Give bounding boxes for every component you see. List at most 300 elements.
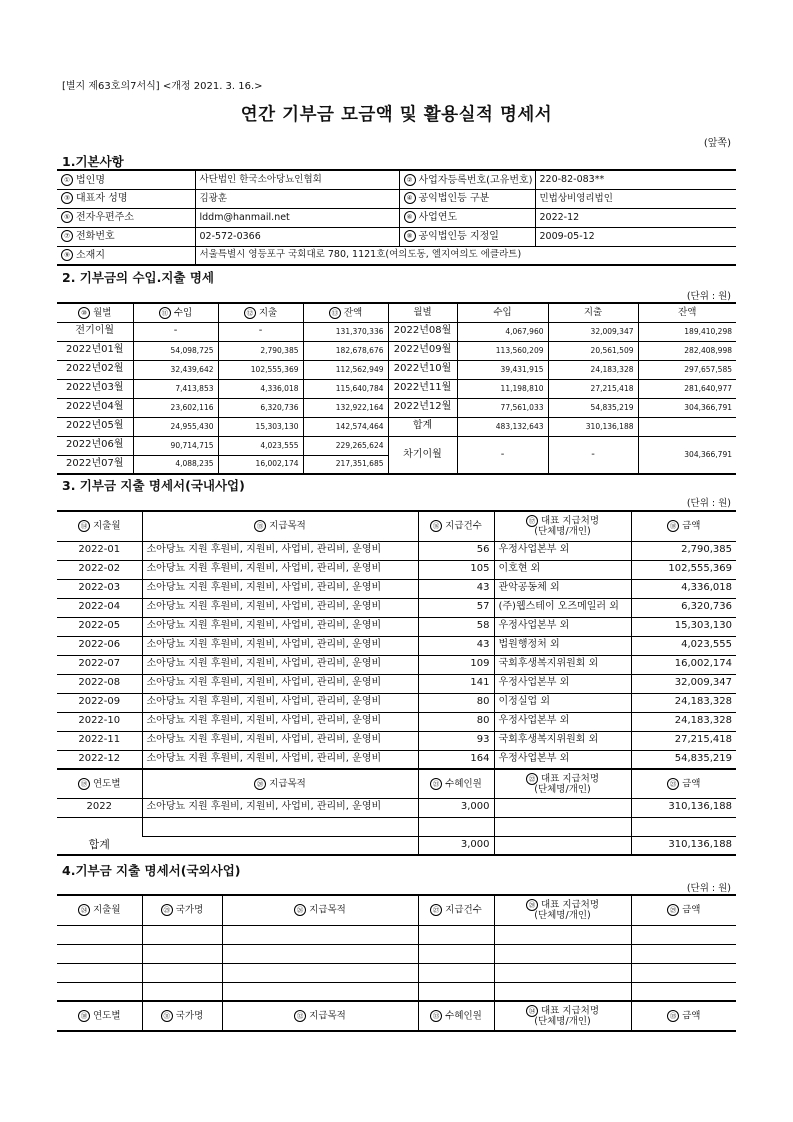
foreign-header-recipient-line2: (단체명/개인) xyxy=(534,910,591,922)
circle-number-marker: ㉑ xyxy=(430,778,442,790)
foreign-header-recipient xyxy=(494,895,631,925)
basic-label-right xyxy=(399,189,535,208)
foreign-header-recipient-2-line1: 대표 지급처명 xyxy=(540,1005,600,1017)
domestic-header-amount-label: 금액 xyxy=(682,520,701,532)
domestic-purpose: 소아당뇨 지원 후원비, 지원비, 사업비, 관리비, 운영비 xyxy=(142,750,418,769)
blank-cell xyxy=(494,963,631,982)
basic-info-row xyxy=(57,227,736,246)
income-month: 전기이월 xyxy=(57,322,133,341)
income-row xyxy=(57,341,736,360)
circle-number-marker: ① xyxy=(61,174,73,186)
blank-cell xyxy=(222,925,418,944)
domestic-recipient: 법원행정처 외 xyxy=(494,636,631,655)
foreign-header-recipient-2 xyxy=(494,1001,631,1031)
income-month: 2022년06월 xyxy=(57,436,133,455)
domestic-amount: 2,790,385 xyxy=(631,541,736,560)
circle-number-marker: ㉚ xyxy=(78,1010,90,1022)
blank-cell xyxy=(142,836,418,855)
income-header-expense xyxy=(218,303,303,322)
domestic-purpose: 소아당뇨 지원 후원비, 지원비, 사업비, 관리비, 운영비 xyxy=(142,655,418,674)
domestic-row xyxy=(57,598,736,617)
circle-number-marker: ⑱ xyxy=(667,520,679,532)
domestic-amount: 6,320,736 xyxy=(631,598,736,617)
domestic-month: 2022-10 xyxy=(57,712,142,731)
address-label-label: 소재지 xyxy=(76,250,105,261)
income-month: 2022년04월 xyxy=(57,398,133,417)
blank-cell xyxy=(631,944,736,963)
foreign-header-count xyxy=(418,895,494,925)
circle-number-marker: ④ xyxy=(404,192,416,204)
domestic-year-row xyxy=(57,798,736,817)
circle-number-marker: ㉞ xyxy=(526,1005,538,1017)
domestic-purpose: 소아당뇨 지원 후원비, 지원비, 사업비, 관리비, 운영비 xyxy=(142,598,418,617)
basic-address-row xyxy=(57,246,736,265)
domestic-row xyxy=(57,617,736,636)
income-expense: 102,555,369 xyxy=(218,360,303,379)
income-balance: 229,265,624 xyxy=(303,436,388,455)
blank-cell xyxy=(222,982,418,1001)
income-header-balance xyxy=(303,303,388,322)
domestic-count: 58 xyxy=(418,617,494,636)
domestic-row xyxy=(57,579,736,598)
income-expense-2: 32,009,347 xyxy=(548,322,638,341)
income-header-expense-label: 지출 xyxy=(258,307,278,319)
circle-number-marker: ⑥ xyxy=(404,211,416,223)
domestic-header-recipient-2 xyxy=(494,769,631,798)
domestic-header-recipient xyxy=(494,511,631,541)
foreign-header-count-label: 지급건수 xyxy=(445,904,482,916)
circle-number-marker: ㉙ xyxy=(667,904,679,916)
foreign-header-recipient-line1: 대표 지급처명 xyxy=(540,899,600,911)
domestic-purpose: 소아당뇨 지원 후원비, 지원비, 사업비, 관리비, 운영비 xyxy=(142,674,418,693)
blank-cell xyxy=(57,925,142,944)
domestic-purpose: 소아당뇨 지원 후원비, 지원비, 사업비, 관리비, 운영비 xyxy=(142,731,418,750)
basic-label-right-label: 공익법인등 구분 xyxy=(418,193,490,205)
foreign-header-country-2 xyxy=(142,1001,222,1031)
domestic-header-beneficiaries xyxy=(418,769,494,798)
circle-number-marker: ⑤ xyxy=(61,211,73,223)
income-expense-2: 27,215,418 xyxy=(548,379,638,398)
domestic-month: 2022-04 xyxy=(57,598,142,617)
circle-number-marker: ㉕ xyxy=(161,904,173,916)
domestic-header-month xyxy=(57,511,142,541)
income-month: 2022년07월 xyxy=(57,455,133,474)
basic-label-left-label: 전자우편주소 xyxy=(76,212,134,224)
income-balance-2 xyxy=(638,417,736,436)
blank-cell xyxy=(142,963,222,982)
carry-expense: - xyxy=(548,436,638,474)
foreign-header-purpose-2-label: 지급목적 xyxy=(309,1010,346,1022)
income-expense: 4,336,018 xyxy=(218,379,303,398)
income-balance: 112,562,949 xyxy=(303,360,388,379)
domestic-total-row xyxy=(57,836,736,855)
domestic-recipient: 이호현 외 xyxy=(494,560,631,579)
domestic-recipient: 우정사업본부 외 xyxy=(494,541,631,560)
circle-number-marker: ㉔ xyxy=(78,904,90,916)
income-income: 90,714,715 xyxy=(133,436,218,455)
domestic-recipient: (주)웹스테이 오즈메일러 외 xyxy=(494,598,631,617)
foreign-header-country xyxy=(142,895,222,925)
domestic-amount: 24,183,328 xyxy=(631,693,736,712)
domestic-count: 43 xyxy=(418,636,494,655)
domestic-header-count xyxy=(418,511,494,541)
domestic-header-purpose-label: 지급목적 xyxy=(269,520,306,532)
section-basic-title: 1.기본사항 xyxy=(62,154,124,169)
circle-number-marker: ⑳ xyxy=(254,778,266,790)
income-unit: (단위 : 원) xyxy=(686,291,731,302)
blank-cell xyxy=(494,925,631,944)
domestic-count: 80 xyxy=(418,693,494,712)
domestic-row xyxy=(57,674,736,693)
income-row xyxy=(57,417,736,436)
basic-label-right xyxy=(399,170,535,189)
domestic-expense-table xyxy=(57,510,736,856)
domestic-amount: 16,002,174 xyxy=(631,655,736,674)
foreign-blank-row xyxy=(57,925,736,944)
carry-income: - xyxy=(457,436,548,474)
circle-number-marker: ③ xyxy=(61,192,73,204)
blank-cell xyxy=(418,944,494,963)
domestic-month: 2022-05 xyxy=(57,617,142,636)
domestic-month: 2022-12 xyxy=(57,750,142,769)
foreign-blank-row xyxy=(57,944,736,963)
domestic-count: 56 xyxy=(418,541,494,560)
income-expense: 4,023,555 xyxy=(218,436,303,455)
income-expense: 16,002,174 xyxy=(218,455,303,474)
domestic-blank-row xyxy=(57,817,736,836)
domestic-recipient: 우정사업본부 외 xyxy=(494,617,631,636)
income-income-2: 11,198,810 xyxy=(457,379,548,398)
circle-number-marker: ㉝ xyxy=(430,1010,442,1022)
income-row xyxy=(57,322,736,341)
circle-number-marker: ㉖ xyxy=(294,904,306,916)
domestic-month: 2022-02 xyxy=(57,560,142,579)
basic-label-left xyxy=(57,208,195,227)
foreign-header-country-label: 국가명 xyxy=(175,904,204,916)
circle-number-marker: ⑭ xyxy=(78,520,90,532)
domestic-year-header-row xyxy=(57,769,736,798)
income-balance: 132,922,164 xyxy=(303,398,388,417)
income-income: 32,439,642 xyxy=(133,360,218,379)
domestic-header-purpose-2-label: 지급목적 xyxy=(269,778,306,790)
circle-number-marker: ㉘ xyxy=(526,899,538,911)
circle-number-marker: ⑦ xyxy=(61,230,73,242)
income-header-row xyxy=(57,303,736,322)
domestic-row xyxy=(57,541,736,560)
domestic-count: 57 xyxy=(418,598,494,617)
section-foreign-title: 4.기부금 지출 명세서(국외사업) xyxy=(62,863,241,878)
foreign-header-beneficiaries-label: 수혜인원 xyxy=(445,1010,482,1022)
domestic-total-beneficiaries: 3,000 xyxy=(418,836,494,855)
form-number: [별지 제63호의7서식] <개정 2021. 3. 16.> xyxy=(62,81,263,92)
domestic-count: 80 xyxy=(418,712,494,731)
basic-label-right-label: 사업자등록번호(고유번호) xyxy=(418,174,533,186)
circle-number-marker: ⑮ xyxy=(254,520,266,532)
blank-cell xyxy=(631,925,736,944)
circle-number-marker: ㉒ xyxy=(526,773,538,785)
foreign-header-year-label: 연도별 xyxy=(92,1010,121,1022)
domestic-recipient: 국회후생복지위원회 외 xyxy=(494,731,631,750)
income-header-expense-2: 지출 xyxy=(548,303,638,322)
income-expense: - xyxy=(218,322,303,341)
income-row xyxy=(57,360,736,379)
domestic-header-recipient-2-line1: 대표 지급처명 xyxy=(540,773,600,785)
income-income: 4,088,235 xyxy=(133,455,218,474)
blank-cell xyxy=(418,817,494,836)
foreign-blank-row xyxy=(57,963,736,982)
basic-info-row xyxy=(57,208,736,227)
address-label xyxy=(57,246,195,265)
basic-label-left xyxy=(57,170,195,189)
domestic-header-row xyxy=(57,511,736,541)
income-income-2: 39,431,915 xyxy=(457,360,548,379)
domestic-row xyxy=(57,731,736,750)
domestic-total-amount: 310,136,188 xyxy=(631,836,736,855)
income-balance-2: 297,657,585 xyxy=(638,360,736,379)
blank-cell xyxy=(631,817,736,836)
domestic-month: 2022-11 xyxy=(57,731,142,750)
domestic-year-purpose: 소아당뇨 지원 후원비, 지원비, 사업비, 관리비, 운영비 xyxy=(142,798,418,817)
domestic-amount: 24,183,328 xyxy=(631,712,736,731)
foreign-blank-row xyxy=(57,982,736,1001)
income-balance-2: 189,410,298 xyxy=(638,322,736,341)
blank-cell xyxy=(222,963,418,982)
basic-value-right: 2022-12 xyxy=(535,208,736,227)
foreign-header-month-label: 지출월 xyxy=(92,904,121,916)
basic-label-left-label: 법인명 xyxy=(76,174,105,186)
basic-info-table xyxy=(57,169,736,266)
circle-number-marker: ㉓ xyxy=(667,778,679,790)
income-month-2: 합계 xyxy=(388,417,457,436)
basic-value-left: lddm@hanmail.net xyxy=(195,208,399,227)
income-expense: 15,303,130 xyxy=(218,417,303,436)
income-month-2: 2022년09월 xyxy=(388,341,457,360)
domestic-purpose: 소아당뇨 지원 후원비, 지원비, 사업비, 관리비, 운영비 xyxy=(142,712,418,731)
income-month: 2022년05월 xyxy=(57,417,133,436)
income-header-month-label: 월별 xyxy=(93,307,112,319)
domestic-header-recipient-line2: (단체명/개인) xyxy=(534,526,591,538)
basic-value-right: 220-82-083** xyxy=(535,170,736,189)
basic-value-left: 김광훈 xyxy=(195,189,399,208)
page-title: 연간 기부금 모금액 및 활용실적 명세서 xyxy=(240,105,553,125)
income-income-2: 483,132,643 xyxy=(457,417,548,436)
blank-cell xyxy=(57,982,142,1001)
domestic-amount: 27,215,418 xyxy=(631,731,736,750)
circle-number-marker: ⑪ xyxy=(159,307,171,319)
basic-info-row xyxy=(57,170,736,189)
domestic-count: 43 xyxy=(418,579,494,598)
domestic-year: 2022 xyxy=(57,798,142,817)
income-expense-2: 24,183,328 xyxy=(548,360,638,379)
domestic-count: 105 xyxy=(418,560,494,579)
basic-label-right-label: 공익법인등 지정일 xyxy=(418,231,499,243)
domestic-count: 141 xyxy=(418,674,494,693)
blank-cell xyxy=(142,944,222,963)
income-month: 2022년02월 xyxy=(57,360,133,379)
income-balance-2: 304,366,791 xyxy=(638,398,736,417)
blank-cell xyxy=(57,963,142,982)
domestic-recipient: 우정사업본부 외 xyxy=(494,712,631,731)
domestic-count: 164 xyxy=(418,750,494,769)
income-header-month-2: 월별 xyxy=(388,303,457,322)
domestic-amount: 15,303,130 xyxy=(631,617,736,636)
domestic-header-beneficiaries-label: 수혜인원 xyxy=(445,778,482,790)
domestic-header-count-label: 지급건수 xyxy=(445,520,482,532)
address-value: 서울특별시 영등포구 국회대로 780, 1121호(여의도동, 엘지여의도 에클라트) xyxy=(195,246,736,265)
basic-value-right: 민법상비영리법인 xyxy=(535,189,736,208)
income-month-2: 2022년11월 xyxy=(388,379,457,398)
page-side-label: (앞쪽) xyxy=(703,138,731,149)
foreign-header-amount-2-label: 금액 xyxy=(682,1010,701,1022)
domestic-header-month-label: 지출월 xyxy=(92,520,121,532)
foreign-header-amount-2 xyxy=(631,1001,736,1031)
income-header-balance-2: 잔액 xyxy=(638,303,736,322)
income-row xyxy=(57,398,736,417)
income-income: 24,955,430 xyxy=(133,417,218,436)
income-expense: 6,320,736 xyxy=(218,398,303,417)
domestic-header-purpose-2 xyxy=(142,769,418,798)
income-balance: 217,351,685 xyxy=(303,455,388,474)
domestic-row xyxy=(57,560,736,579)
domestic-header-recipient-line1: 대표 지급처명 xyxy=(540,515,600,527)
domestic-row xyxy=(57,693,736,712)
foreign-header-purpose-label: 지급목적 xyxy=(309,904,346,916)
domestic-purpose: 소아당뇨 지원 후원비, 지원비, 사업비, 관리비, 운영비 xyxy=(142,693,418,712)
basic-value-right: 2009-05-12 xyxy=(535,227,736,246)
foreign-header-recipient-2-line2: (단체명/개인) xyxy=(534,1016,591,1028)
circle-number-marker: ⑯ xyxy=(430,520,442,532)
domestic-amount: 4,336,018 xyxy=(631,579,736,598)
domestic-month: 2022-08 xyxy=(57,674,142,693)
blank-cell xyxy=(631,963,736,982)
domestic-month: 2022-01 xyxy=(57,541,142,560)
income-expense: 2,790,385 xyxy=(218,341,303,360)
section-income-title: 2. 기부금의 수입.지출 명세 xyxy=(62,270,215,285)
domestic-recipient: 관악공동체 외 xyxy=(494,579,631,598)
blank-cell xyxy=(142,982,222,1001)
domestic-month: 2022-06 xyxy=(57,636,142,655)
domestic-header-amount-2-label: 금액 xyxy=(682,778,701,790)
foreign-unit: (단위 : 원) xyxy=(686,883,731,894)
blank-cell xyxy=(142,925,222,944)
income-header-balance-label: 잔액 xyxy=(343,307,363,319)
circle-number-marker: ㉛ xyxy=(161,1010,173,1022)
domestic-year-beneficiaries: 3,000 xyxy=(418,798,494,817)
basic-label-left-label: 전화번호 xyxy=(76,231,115,243)
blank-cell xyxy=(418,925,494,944)
blank-cell xyxy=(494,944,631,963)
domestic-row xyxy=(57,750,736,769)
domestic-purpose: 소아당뇨 지원 후원비, 지원비, 사업비, 관리비, 운영비 xyxy=(142,617,418,636)
domestic-row xyxy=(57,636,736,655)
blank-cell xyxy=(142,817,418,836)
foreign-header-month xyxy=(57,895,142,925)
blank-cell xyxy=(57,944,142,963)
domestic-year-amount: 310,136,188 xyxy=(631,798,736,817)
blank-cell xyxy=(494,817,631,836)
income-balance-2: 282,408,998 xyxy=(638,341,736,360)
blank-cell xyxy=(418,963,494,982)
blank-cell xyxy=(494,836,631,855)
domestic-recipient: 국회후생복지위원회 외 xyxy=(494,655,631,674)
income-balance: 115,640,784 xyxy=(303,379,388,398)
foreign-header-year xyxy=(57,1001,142,1031)
domestic-month: 2022-09 xyxy=(57,693,142,712)
basic-label-right xyxy=(399,208,535,227)
income-income-2: 113,560,209 xyxy=(457,341,548,360)
domestic-total-label: 합계 xyxy=(57,817,142,855)
domestic-header-year-label: 연도별 xyxy=(92,778,121,790)
income-balance: 131,370,336 xyxy=(303,322,388,341)
basic-value-left: 02-572-0366 xyxy=(195,227,399,246)
income-header-income-label: 수입 xyxy=(173,307,193,319)
circle-number-marker: ㉜ xyxy=(294,1010,306,1022)
income-header-income-2: 수입 xyxy=(457,303,548,322)
domestic-recipient: 이정실업 외 xyxy=(494,693,631,712)
circle-number-marker: ⑨ xyxy=(61,249,73,261)
income-income: 7,413,853 xyxy=(133,379,218,398)
foreign-header-beneficiaries xyxy=(418,1001,494,1031)
income-month: 2022년03월 xyxy=(57,379,133,398)
domestic-row xyxy=(57,655,736,674)
income-month-2: 2022년12월 xyxy=(388,398,457,417)
income-month: 2022년01월 xyxy=(57,341,133,360)
income-balance: 142,574,464 xyxy=(303,417,388,436)
blank-cell xyxy=(494,982,631,1001)
income-expense-2: 54,835,219 xyxy=(548,398,638,417)
circle-number-marker: ⑧ xyxy=(404,230,416,242)
foreign-header-country-2-label: 국가명 xyxy=(175,1010,204,1022)
circle-number-marker: ⑬ xyxy=(329,307,341,319)
domestic-purpose: 소아당뇨 지원 후원비, 지원비, 사업비, 관리비, 운영비 xyxy=(142,541,418,560)
income-expense-2: 310,136,188 xyxy=(548,417,638,436)
domestic-month: 2022-03 xyxy=(57,579,142,598)
foreign-header-amount xyxy=(631,895,736,925)
foreign-header-row xyxy=(57,895,736,925)
domestic-year-recipient xyxy=(494,798,631,817)
income-row xyxy=(57,379,736,398)
domestic-unit: (단위 : 원) xyxy=(686,498,731,509)
domestic-month: 2022-07 xyxy=(57,655,142,674)
income-income: 54,098,725 xyxy=(133,341,218,360)
basic-label-right xyxy=(399,227,535,246)
domestic-recipient: 우정사업본부 외 xyxy=(494,750,631,769)
domestic-amount: 4,023,555 xyxy=(631,636,736,655)
foreign-header-purpose-2 xyxy=(222,1001,418,1031)
foreign-header-amount-label: 금액 xyxy=(682,904,701,916)
domestic-amount: 32,009,347 xyxy=(631,674,736,693)
circle-number-marker: ② xyxy=(404,174,416,186)
basic-label-left xyxy=(57,227,195,246)
blank-cell xyxy=(222,944,418,963)
circle-number-marker: ㉟ xyxy=(667,1010,679,1022)
income-income: 23,602,116 xyxy=(133,398,218,417)
domestic-header-purpose xyxy=(142,511,418,541)
income-income-2: 4,067,960 xyxy=(457,322,548,341)
domestic-purpose: 소아당뇨 지원 후원비, 지원비, 사업비, 관리비, 운영비 xyxy=(142,579,418,598)
domestic-recipient: 우정사업본부 외 xyxy=(494,674,631,693)
domestic-purpose: 소아당뇨 지원 후원비, 지원비, 사업비, 관리비, 운영비 xyxy=(142,560,418,579)
income-income: - xyxy=(133,322,218,341)
income-income-2: 77,561,033 xyxy=(457,398,548,417)
income-expense-table xyxy=(57,302,736,475)
carry-balance: 304,366,791 xyxy=(638,436,736,474)
circle-number-marker: ⑫ xyxy=(244,307,256,319)
basic-info-row xyxy=(57,189,736,208)
basic-value-left: 사단법인 한국소아당뇨인협회 xyxy=(195,170,399,189)
domestic-amount: 102,555,369 xyxy=(631,560,736,579)
circle-number-marker: ⑰ xyxy=(526,515,538,527)
